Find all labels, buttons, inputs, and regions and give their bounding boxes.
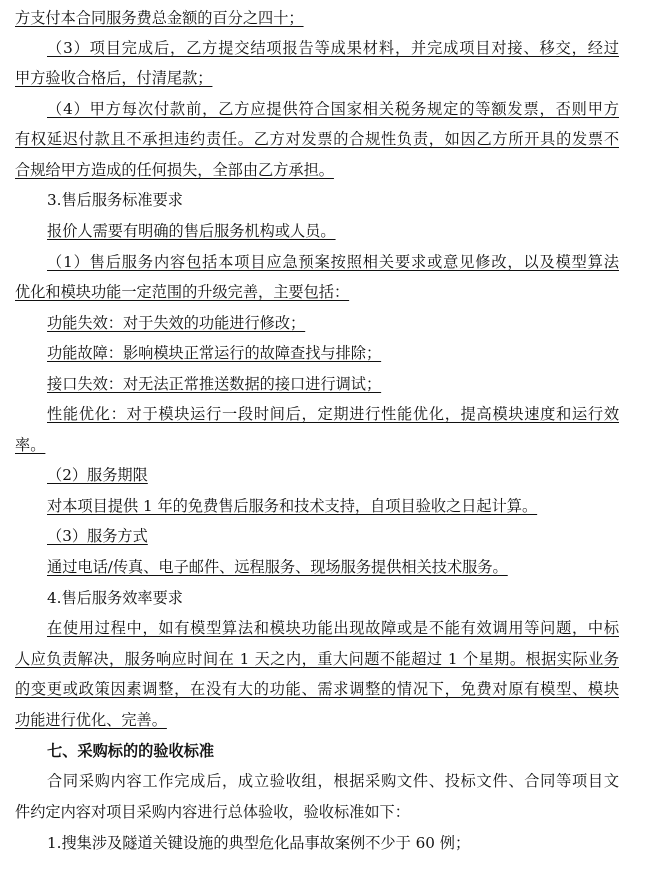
text-line: 方支付本合同服务费总金额的百分之四十； [15, 9, 304, 27]
text-line: 人应负责解决，服务响应时间在 1 天之内，重大问题不能超过 1 个星期。根据实际业务 [15, 650, 619, 668]
text-line: （4）甲方每次付款前，乙方应提供符合国家相关税务规定的等额发票，否则甲方 [47, 100, 619, 118]
text-line: 率。 [15, 436, 46, 454]
text-line: （1）售后服务内容包括本项目应急预案按照相关要求或意见修改，以及模型算法 [47, 253, 619, 271]
text-line: 合同采购内容工作完成后，成立验收组，根据采购文件、投标文件、合同等项目文 [47, 772, 619, 790]
text-line: 功能失效：对于失效的功能进行修改； [47, 314, 306, 332]
text-line: 功能故障：影响模块正常运行的故障查找与排除； [47, 344, 382, 362]
text-line: （3）项目完成后，乙方提交结项报告等成果材料，并完成项目对接、移交，经过 [47, 39, 619, 57]
text-line: 对本项目提供 1 年的免费售后服务和技术支持，自项目验收之日起计算。 [47, 497, 538, 515]
text-line: 合规给甲方造成的任何损失，全部由乙方承担。 [15, 161, 334, 179]
section-heading: 4.售后服务效率要求 [47, 589, 183, 607]
section-heading: 3.售后服务标准要求 [47, 191, 183, 209]
text-line: （2）服务期限 [47, 466, 148, 484]
text-line: 件约定内容对项目采购内容进行总体验收，验收标准如下： [15, 803, 410, 821]
text-line: 性能优化：对于模块运行一段时间后，定期进行性能优化，提高模块速度和运行效 [47, 405, 619, 423]
text-line: 有权延迟付款且不承担违约责任。乙方对发票的合规性负责，如因乙方所开具的发票不 [15, 130, 619, 148]
text-line: 的变更或政策因素调整，在没有大的功能、需求调整的情况下，免费对原有模型、模块 [15, 680, 619, 698]
text-line: （3）服务方式 [47, 527, 148, 545]
text-line: 接口失效：对无法正常推送数据的接口进行调试； [47, 375, 382, 393]
chapter-heading: 七、采购标的的验收标准 [47, 742, 215, 760]
text-line: 通过电话/传真、电子邮件、远程服务、现场服务提供相关技术服务。 [47, 558, 508, 576]
text-line: 1.搜集涉及隧道关键设施的典型危化品事故案例不少于 60 例； [47, 834, 471, 852]
text-line: 在使用过程中，如有模型算法和模块功能出现故障或是不能有效调用等问题，中标 [47, 619, 619, 637]
text-line: 报价人需要有明确的售后服务机构或人员。 [47, 222, 336, 240]
text-line: 甲方验收合格后，付清尾款； [15, 69, 213, 87]
text-line: 功能进行优化、完善。 [15, 711, 167, 729]
text-line: 优化和模块功能一定范围的升级完善，主要包括： [15, 283, 350, 301]
